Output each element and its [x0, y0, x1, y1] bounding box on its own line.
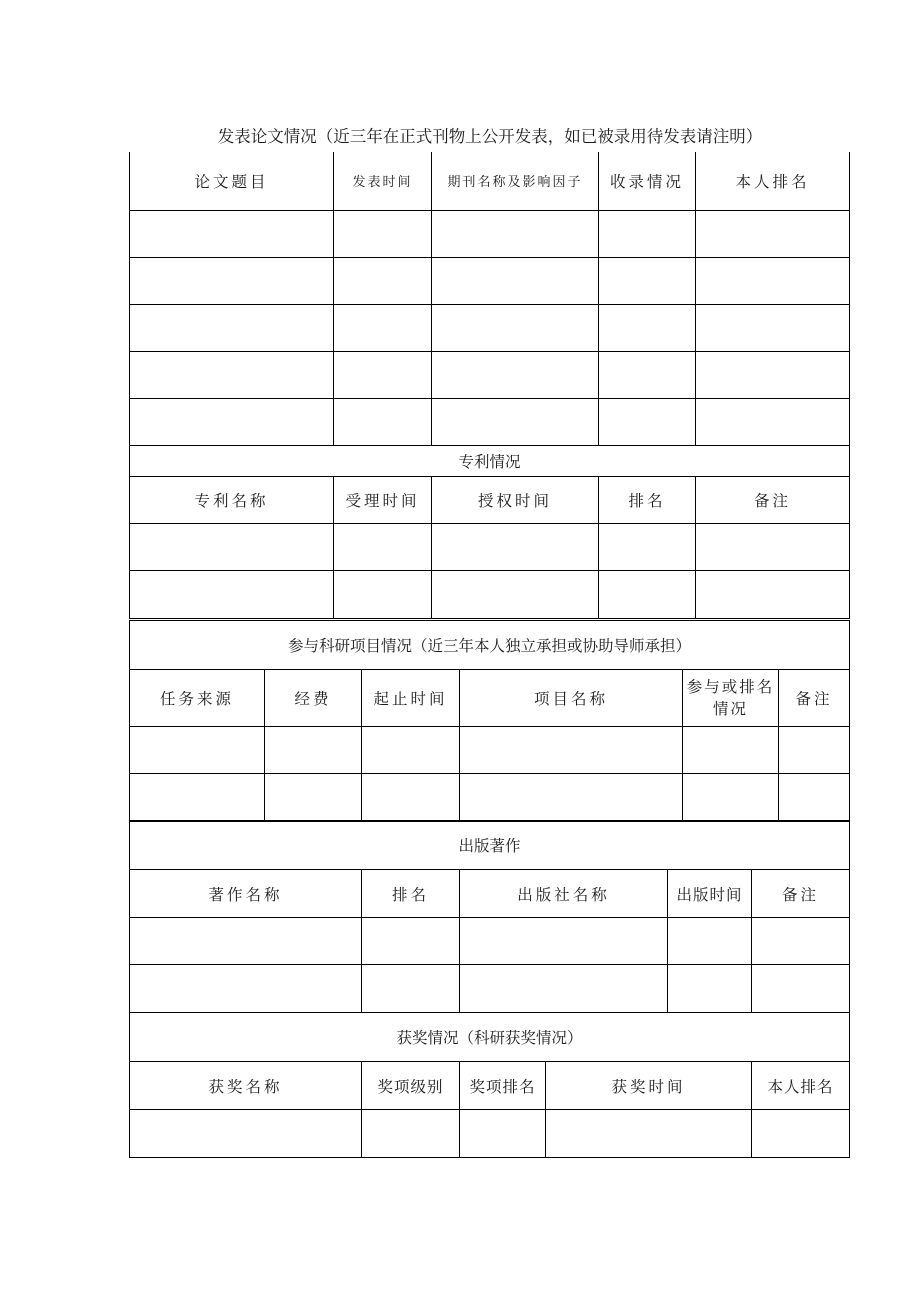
papers-cell[interactable] — [334, 210, 432, 257]
books-cell[interactable] — [362, 965, 460, 1013]
patents-cell[interactable] — [599, 570, 696, 618]
awards-cell[interactable] — [460, 1110, 546, 1158]
patents-header-row — [130, 476, 850, 523]
patents-cell[interactable] — [696, 523, 850, 570]
papers-cell[interactable] — [599, 210, 696, 257]
books-header-notes: 备注 — [752, 870, 850, 918]
projects-cell[interactable] — [779, 727, 850, 774]
projects-title-row — [130, 621, 850, 670]
books-cell[interactable] — [668, 965, 752, 1013]
projects-cell[interactable] — [362, 774, 460, 822]
table-row — [130, 257, 850, 304]
patents-header-filed: 受理时间 — [334, 476, 432, 523]
books-cell[interactable] — [668, 918, 752, 965]
table-row — [130, 210, 850, 257]
table-row — [130, 727, 850, 774]
papers-header-indexed: 收录情况 — [599, 152, 696, 210]
projects-cell[interactable] — [460, 727, 683, 774]
papers-section-title: 发表论文情况（近三年在正式刊物上公开发表，如已被录用待发表请注明） — [217, 127, 763, 146]
table-row — [130, 774, 850, 822]
awards-header-date: 获奖时间 — [546, 1062, 752, 1110]
papers-cell[interactable] — [130, 304, 334, 351]
books-cell[interactable] — [362, 918, 460, 965]
books-header-date: 出版时间 — [668, 870, 752, 918]
awards-cell[interactable] — [752, 1110, 850, 1158]
awards-section-title: 获奖情况（科研获奖情况） — [130, 1013, 850, 1062]
papers-header-journal: 期刊名称及影响因子 — [432, 152, 599, 210]
awards-header-name: 获奖名称 — [130, 1062, 362, 1110]
papers-header-rank: 本人排名 — [696, 152, 850, 210]
awards-cell[interactable] — [546, 1110, 752, 1158]
papers-cell[interactable] — [432, 304, 599, 351]
patents-header-name: 专利名称 — [130, 476, 334, 523]
papers-cell[interactable] — [334, 257, 432, 304]
books-cell[interactable] — [460, 918, 668, 965]
papers-cell[interactable] — [599, 257, 696, 304]
papers-cell[interactable] — [432, 351, 599, 398]
awards-table — [129, 1012, 850, 1158]
projects-cell[interactable] — [130, 774, 265, 822]
patents-title-row — [130, 445, 850, 476]
projects-cell[interactable] — [779, 774, 850, 822]
papers-table — [129, 152, 850, 619]
projects-section-title: 参与科研项目情况（近三年本人独立承担或协助导师承担） — [130, 621, 850, 670]
patents-cell[interactable] — [432, 570, 599, 618]
projects-header-funding: 经费 — [265, 670, 362, 727]
projects-cell[interactable] — [683, 727, 779, 774]
papers-cell[interactable] — [130, 398, 334, 445]
patents-cell[interactable] — [130, 523, 334, 570]
awards-header-my-rank: 本人排名 — [752, 1062, 850, 1110]
papers-cell[interactable] — [432, 398, 599, 445]
books-header-publisher: 出版社名称 — [460, 870, 668, 918]
papers-cell[interactable] — [599, 398, 696, 445]
papers-cell[interactable] — [334, 398, 432, 445]
table-row — [130, 523, 850, 570]
books-title-row — [130, 821, 850, 870]
patents-section-title: 专利情况 — [130, 445, 850, 476]
projects-cell[interactable] — [130, 727, 265, 774]
papers-cell[interactable] — [130, 257, 334, 304]
projects-cell[interactable] — [362, 727, 460, 774]
papers-cell[interactable] — [599, 351, 696, 398]
patents-cell[interactable] — [599, 523, 696, 570]
table-row — [130, 398, 850, 445]
awards-title-row — [130, 1013, 850, 1062]
projects-header-project-name: 项目名称 — [460, 670, 683, 727]
table-row — [130, 1110, 850, 1158]
awards-cell[interactable] — [362, 1110, 460, 1158]
projects-header-source: 任务来源 — [130, 670, 265, 727]
table-row — [130, 570, 850, 618]
projects-header-row — [130, 670, 850, 727]
projects-header-role: 参与或排名情况 — [683, 670, 779, 727]
table-row — [130, 965, 850, 1013]
papers-cell[interactable] — [130, 210, 334, 257]
patents-header-granted: 授权时间 — [432, 476, 599, 523]
projects-cell[interactable] — [265, 774, 362, 822]
books-cell[interactable] — [130, 965, 362, 1013]
papers-cell[interactable] — [432, 210, 599, 257]
projects-cell[interactable] — [265, 727, 362, 774]
patents-cell[interactable] — [696, 570, 850, 618]
patents-cell[interactable] — [130, 570, 334, 618]
patents-cell[interactable] — [334, 570, 432, 618]
papers-header-date: 发表时间 — [334, 152, 432, 210]
papers-cell[interactable] — [696, 351, 850, 398]
table-row — [130, 351, 850, 398]
projects-cell[interactable] — [460, 774, 683, 822]
papers-cell[interactable] — [130, 351, 334, 398]
papers-cell[interactable] — [432, 257, 599, 304]
papers-cell[interactable] — [696, 257, 850, 304]
books-header-name: 著作名称 — [130, 870, 362, 918]
books-header-rank: 排名 — [362, 870, 460, 918]
patents-header-notes: 备注 — [696, 476, 850, 523]
table-row — [130, 918, 850, 965]
books-section-title: 出版著作 — [130, 821, 850, 870]
papers-cell[interactable] — [334, 351, 432, 398]
papers-cell[interactable] — [696, 398, 850, 445]
projects-table — [129, 620, 850, 822]
projects-header-period: 起止时间 — [362, 670, 460, 727]
books-table — [129, 820, 850, 1013]
projects-header-notes: 备注 — [779, 670, 850, 727]
books-cell[interactable] — [460, 965, 668, 1013]
patents-header-rank: 排名 — [599, 476, 696, 523]
awards-header-row — [130, 1062, 850, 1110]
papers-cell[interactable] — [696, 210, 850, 257]
books-header-row — [130, 870, 850, 918]
papers-header-title: 论文题目 — [130, 152, 334, 210]
books-cell[interactable] — [752, 965, 850, 1013]
awards-header-award-rank: 奖项排名 — [460, 1062, 546, 1110]
books-cell[interactable] — [752, 918, 850, 965]
books-cell[interactable] — [130, 918, 362, 965]
awards-header-level: 奖项级别 — [362, 1062, 460, 1110]
projects-cell[interactable] — [683, 774, 779, 822]
patents-cell[interactable] — [432, 523, 599, 570]
papers-header-row — [130, 152, 850, 210]
papers-cell[interactable] — [696, 304, 850, 351]
papers-cell[interactable] — [334, 304, 432, 351]
table-row — [130, 304, 850, 351]
awards-cell[interactable] — [130, 1110, 362, 1158]
patents-cell[interactable] — [334, 523, 432, 570]
papers-cell[interactable] — [599, 304, 696, 351]
